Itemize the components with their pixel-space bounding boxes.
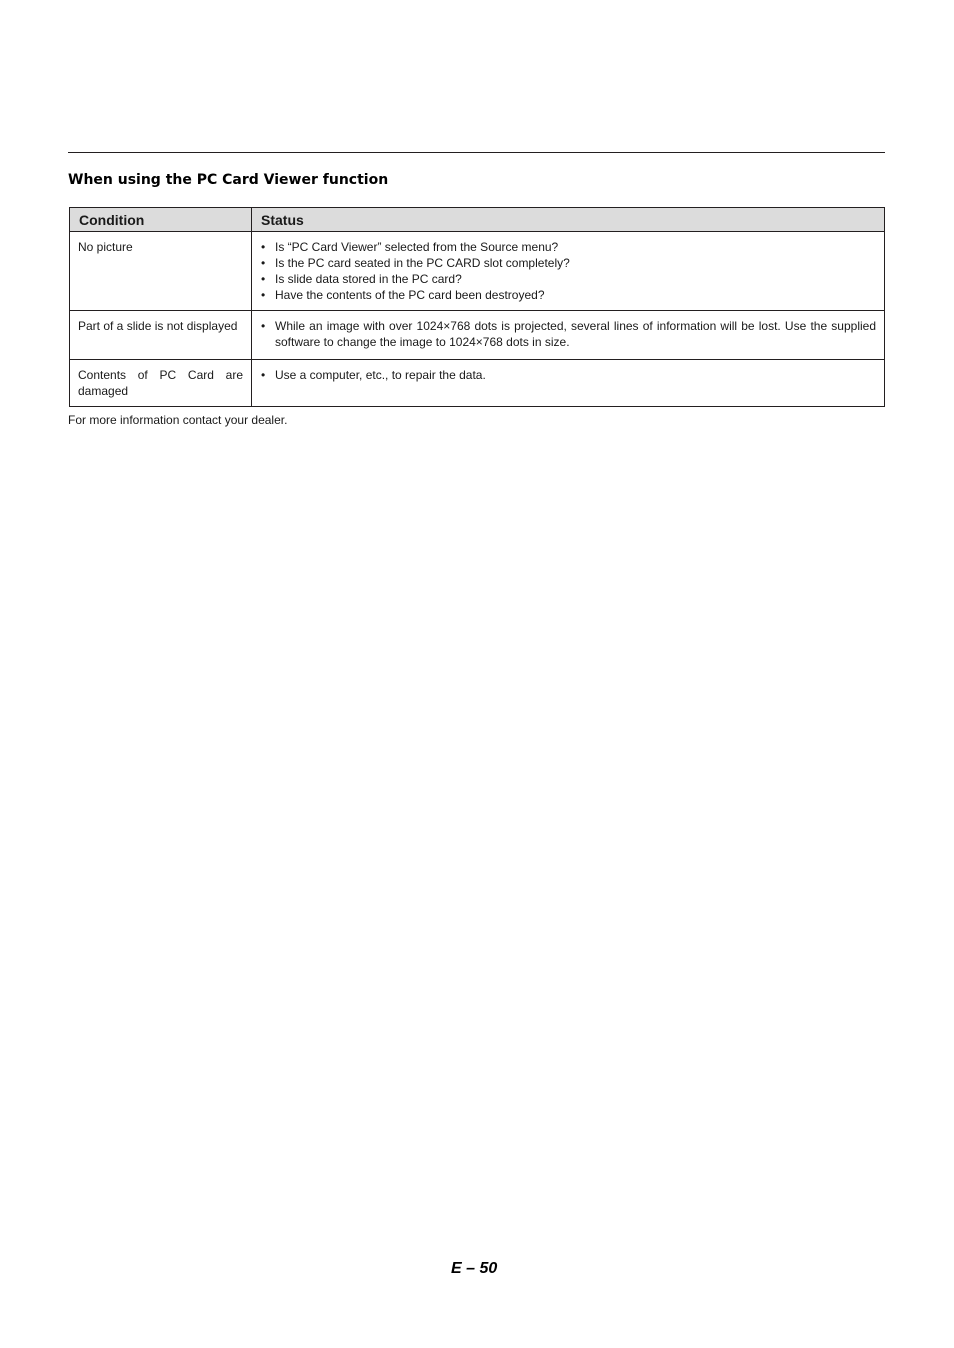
status-item-text: Use a computer, etc., to repair the data. [275, 368, 486, 382]
condition-cell: Contents of PC Card are damaged [70, 360, 252, 407]
status-list [260, 318, 876, 350]
status-cell [252, 311, 885, 360]
status-list [260, 239, 876, 303]
status-item-text: Is slide data stored in the PC card? [275, 272, 462, 286]
status-item-text: Is the PC card seated in the PC CARD slot completely? [275, 256, 570, 270]
list-item [260, 255, 876, 271]
troubleshooting-table [69, 207, 885, 407]
status-cell [252, 232, 885, 311]
bullet-icon: • [261, 319, 266, 333]
status-item-text: While an image with over 1024×768 dots is projected, several lines of information will be lost. Use the supplied software to change the image to 1024×768 dots in size. [275, 319, 876, 349]
bullet-icon: • [261, 256, 266, 270]
list-item [260, 239, 876, 255]
top-rule [68, 152, 885, 153]
list-item [260, 271, 876, 287]
bullet-icon: • [261, 272, 266, 286]
table-header-row [70, 208, 885, 232]
bullet-icon: • [261, 368, 266, 382]
condition-cell: Part of a slide is not displayed [70, 311, 252, 360]
status-list [260, 367, 876, 383]
list-item [260, 287, 876, 303]
footnote: For more information contact your dealer. [68, 413, 288, 427]
list-item [260, 367, 876, 383]
table-row [70, 232, 885, 311]
status-item-text: Is “PC Card Viewer” selected from the Source menu? [275, 240, 559, 254]
list-item [260, 318, 876, 350]
column-header-condition: Condition [70, 208, 252, 232]
status-cell [252, 360, 885, 407]
section-title: When using the PC Card Viewer function [68, 172, 389, 188]
bullet-icon: • [261, 288, 266, 302]
column-header-status: Status [252, 208, 885, 232]
table-row [70, 360, 885, 407]
page-number: E – 50 [451, 1260, 498, 1277]
condition-cell: No picture [70, 232, 252, 311]
table-row [70, 311, 885, 360]
bullet-icon: • [261, 240, 266, 254]
status-item-text: Have the contents of the PC card been destroyed? [275, 288, 545, 302]
